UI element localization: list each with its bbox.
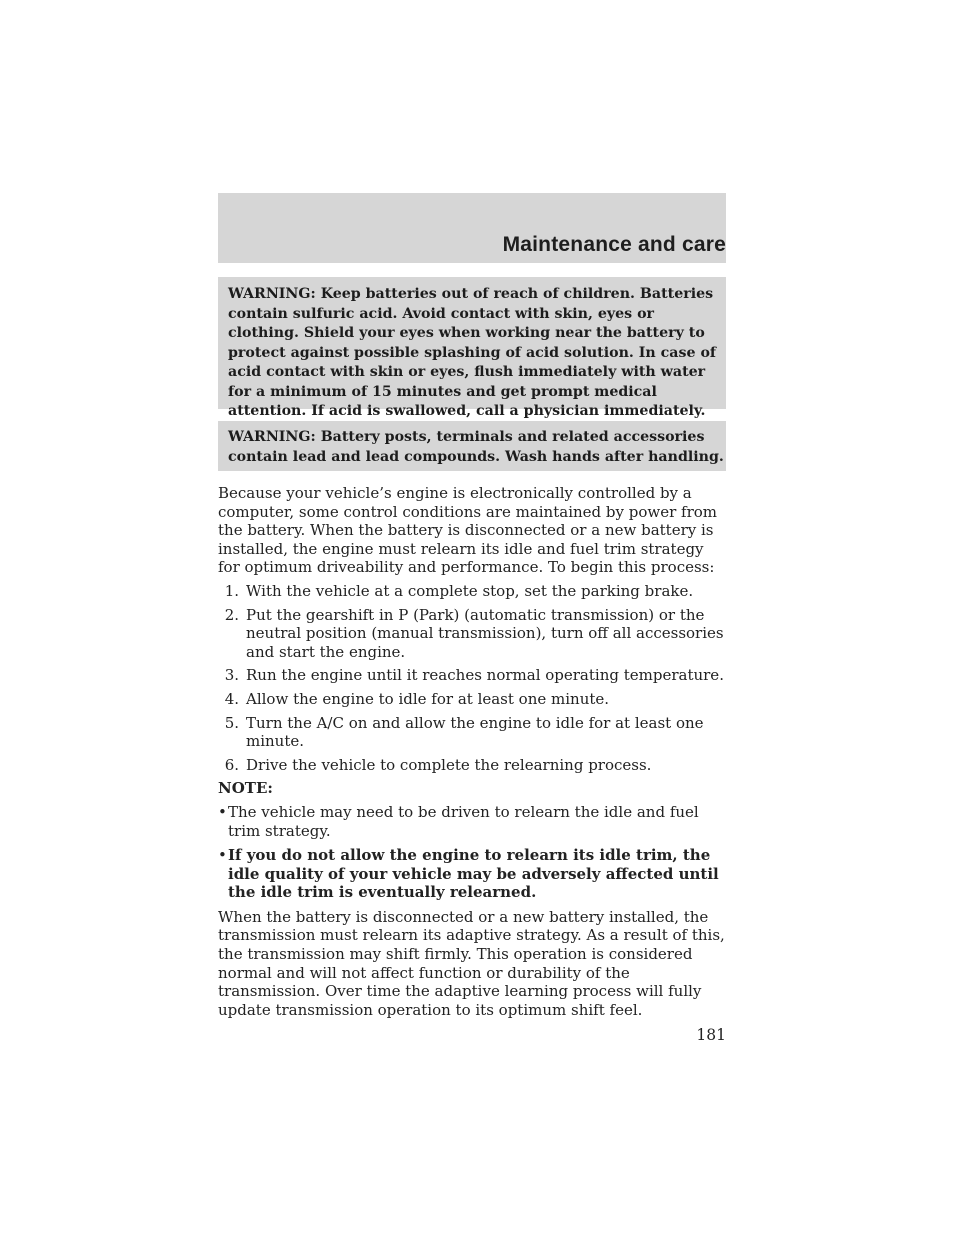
intro-paragraph: Because your vehicle’s engine is electronically controlled by a computer, some control conditions are maintained by power from the battery. When the battery is disconnected or a new battery is installed, the engine must relearn its idle and fuel trim strategy for optimum driveability and performance. To begin this process: — [218, 484, 718, 577]
step-number: 3. — [224, 666, 239, 685]
bullet-text: If you do not allow the engine to relearn its idle trim, the idle quality of your vehicle may be adversely affected until the idle trim is eventually relearned. — [228, 846, 719, 902]
list-item — [218, 803, 730, 840]
step-number: 4. — [224, 689, 239, 708]
section-title: Maintenance and care — [502, 233, 726, 256]
note-label: NOTE: — [218, 779, 273, 798]
step-text: With the vehicle at a complete stop, set the parking brake. — [246, 581, 694, 600]
note-bullets-list — [218, 803, 730, 902]
list-item — [218, 756, 730, 775]
list-item — [218, 666, 730, 685]
lead-warning-box — [218, 421, 726, 471]
section-header-bar — [218, 193, 726, 263]
list-item — [218, 714, 730, 751]
page-number: 181 — [696, 1026, 726, 1044]
step-text: Put the gearshift in P (Park) (automatic transmission) or the neutral position (manual transmission), turn off all accessories and start the engine. — [246, 605, 724, 661]
list-item — [218, 846, 730, 902]
step-number: 1. — [224, 581, 239, 600]
step-text: Allow the engine to idle for at least one minute. — [246, 689, 610, 708]
bullet-icon: • — [218, 846, 227, 865]
warning-text: WARNING: Keep batteries out of reach of children. Batteries contain sulfuric acid. Avoid contact with skin, eyes or clothing. Shield your eyes when working near the battery to protect against possible splashing of acid solution. In case of acid contact with skin or eyes, flush immediately with water for a minimum of 15 minutes and get prompt medical attention. If acid is swallowed, call a physician immediately. — [228, 286, 717, 419]
list-item — [218, 690, 730, 709]
warning-text: WARNING: Battery posts, terminals and related accessories contain lead and lead compounds. Wash hands after handling. — [228, 429, 724, 465]
step-number: 5. — [224, 713, 239, 732]
step-text: Turn the A/C on and allow the engine to idle for at least one minute. — [246, 713, 704, 751]
relearn-steps-list — [218, 582, 730, 774]
main-content — [218, 484, 730, 1019]
bullet-text: The vehicle may need to be driven to relearn the idle and fuel trim strategy. — [228, 802, 699, 840]
step-number: 6. — [224, 755, 239, 774]
step-number: 2. — [224, 605, 239, 624]
bullet-icon: • — [218, 802, 227, 821]
list-item — [218, 582, 730, 601]
closing-paragraph: When the battery is disconnected or a new battery installed, the transmission must relearn its adaptive strategy. As a result of this, the transmission may shift firmly. This operation is considered normal and will not affect function or durability of the transmission. Over time the adaptive learning process will fully update transmission operation to its optimum shift feel. — [218, 907, 725, 1019]
step-text: Run the engine until it reaches normal operating temperature. — [246, 666, 724, 685]
battery-acid-warning-box — [218, 277, 726, 419]
step-text: Drive the vehicle to complete the relearning process. — [246, 755, 652, 774]
list-item — [218, 606, 730, 662]
